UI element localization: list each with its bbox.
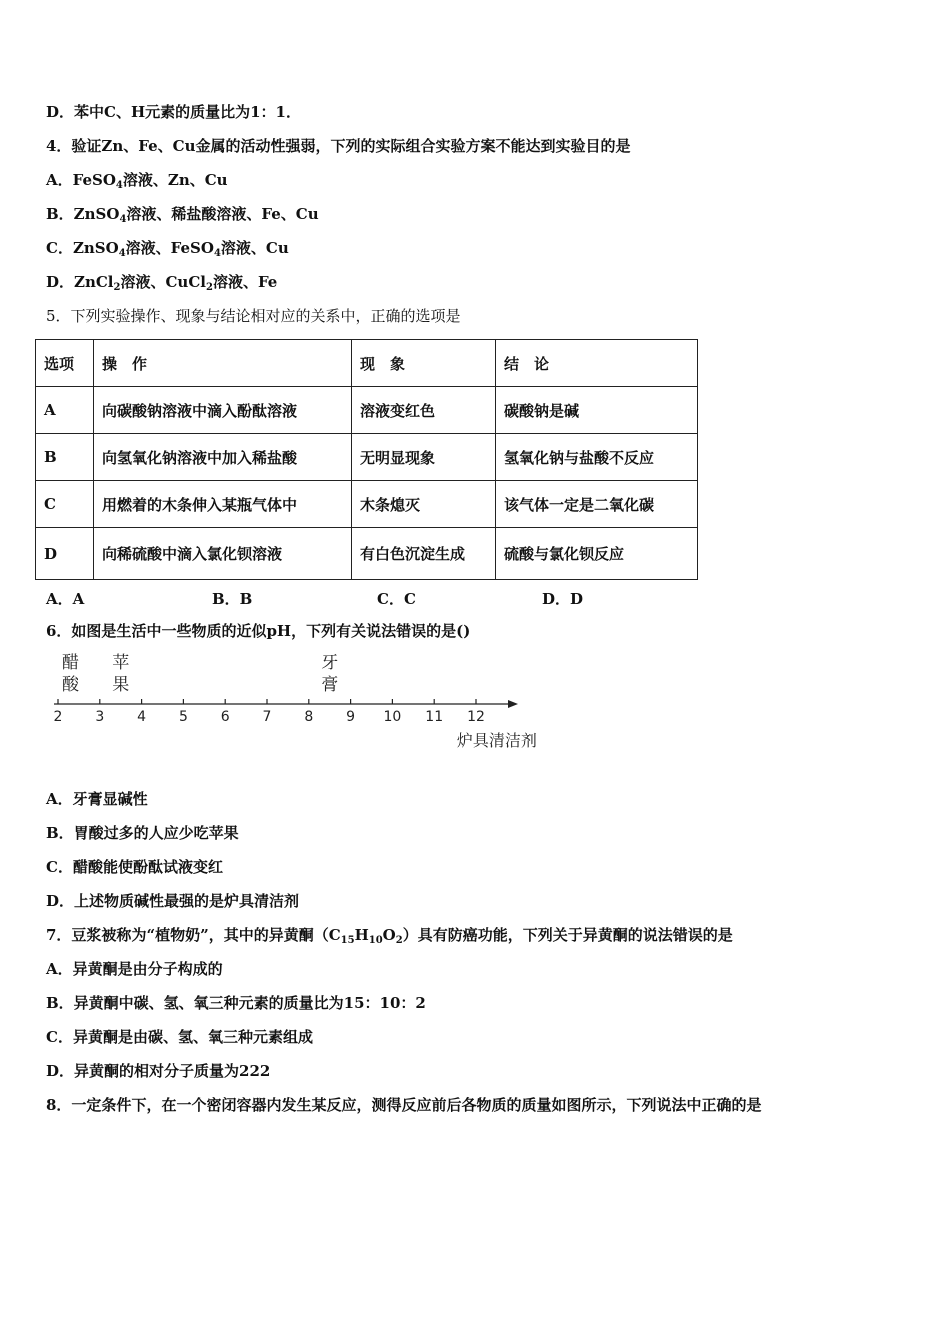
ph-tick-label: 7 xyxy=(262,709,272,725)
table-cell: 碳酸钠是碱 xyxy=(496,387,698,434)
q5-stem: 5．下列实验操作、现象与结论相对应的关系中，正确的选项是 xyxy=(46,307,461,325)
q6-option-d: D．上述物质碱性最强的是炉具清洁剂 xyxy=(46,892,300,910)
table-cell: 有白色沉淀生成 xyxy=(352,528,496,580)
q4-stem: 4．验证Zn、Fe、Cu金属的活动性强弱，下列的实际组合实验方案不能达到实验目的是 xyxy=(46,137,631,155)
ph-substance-label: 膏 xyxy=(321,675,339,695)
q5-choice-c: C．C xyxy=(377,590,416,608)
ph-tick-label: 3 xyxy=(95,709,105,725)
q3-option-d: D．苯中C、H元素的质量比为1：1． xyxy=(46,103,301,121)
q6-option-b: B．胃酸过多的人应少吃苹果 xyxy=(46,824,239,842)
table-row xyxy=(36,434,698,481)
ph-tick-label: 12 xyxy=(467,709,485,725)
ph-tick-label: 9 xyxy=(346,709,356,725)
q4-option-b: B．ZnSO$_4$溶液、稀盐酸溶液、Fe、Cu xyxy=(46,205,319,225)
q7-option-a: A．异黄酮是由分子构成的 xyxy=(46,960,223,978)
q7-stem: 7．豆浆被称为“植物奶”，其中的异黄酮$(C_{15}H_{10}O_2)$具有防癌功能，下列关于异黄酮的说法错误的是 xyxy=(46,926,733,946)
q7-option-d: D．异黄酮的相对分子质量为222 xyxy=(46,1062,271,1080)
ph-tick-label: 10 xyxy=(383,709,402,725)
q5-choice-a: A．A xyxy=(46,590,85,608)
table-row xyxy=(36,528,698,580)
q6-option-a: A．牙膏显碱性 xyxy=(46,790,148,808)
table-cell: B xyxy=(36,434,94,481)
ph-substance-label: 醋 xyxy=(62,653,80,673)
ph-tick-label: 5 xyxy=(178,709,188,725)
table-cell: 木条熄灭 xyxy=(352,481,496,528)
table-header-cell: 选项 xyxy=(36,340,94,387)
ph-axis-arrow xyxy=(508,700,518,708)
ph-substance-label: 牙 xyxy=(321,653,339,673)
table-cell: 氢氧化钠与盐酸不反应 xyxy=(496,434,698,481)
table-cell: 该气体一定是二氧化碳 xyxy=(496,481,698,528)
table-cell: D xyxy=(36,528,94,580)
q8-stem: 8．一定条件下，在一个密闭容器内发生某反应，测得反应前后各物质的质量如图所示，下列说法中正确的是 xyxy=(46,1096,762,1114)
table-cell: 向氢氧化钠溶液中加入稀盐酸 xyxy=(94,434,352,481)
ph-substance-label: 苹 xyxy=(112,653,130,673)
ph-substance-label: 酸 xyxy=(62,675,80,695)
table-cell: 向稀硫酸中滴入氯化钡溶液 xyxy=(94,528,352,580)
table-row xyxy=(36,481,698,528)
q7-option-c: C．异黄酮是由碳、氢、氧三种元素组成 xyxy=(46,1028,313,1046)
table-cell: 硫酸与氯化钡反应 xyxy=(496,528,698,580)
q7-option-b: B．异黄酮中碳、氢、氧三种元素的质量比为15：10：2 xyxy=(46,994,426,1012)
q4-option-c: C．ZnSO$_4$溶液、FeSO$_4$溶液、Cu xyxy=(46,239,289,259)
q6-stem: 6．如图是生活中一些物质的近似pH，下列有关说法错误的是() xyxy=(46,622,471,640)
table-cell: 无明显现象 xyxy=(352,434,496,481)
ph-tick-label: 6 xyxy=(220,709,230,725)
ph-substance-label: 炉具清洁剂 xyxy=(456,731,537,750)
table-cell: A xyxy=(36,387,94,434)
q6-option-c: C．醋酸能使酚酞试液变红 xyxy=(46,858,223,876)
ph-tick-label: 11 xyxy=(425,709,444,725)
ph-tick-label: 8 xyxy=(304,709,314,725)
table-cell: 用燃着的木条伸入某瓶气体中 xyxy=(94,481,352,528)
table-cell: 向碳酸钠溶液中滴入酚酞溶液 xyxy=(94,387,352,434)
ph-tick-label: 2 xyxy=(53,709,63,725)
ph-tick-label: 4 xyxy=(137,709,147,725)
ph-scale-figure xyxy=(40,648,540,758)
q5-table xyxy=(35,339,698,580)
table-header-cell: 操 作 xyxy=(94,340,352,387)
q4-option-a: A．FeSO$_4$溶液、Zn、Cu xyxy=(46,171,228,191)
table-cell: 溶液变红色 xyxy=(352,387,496,434)
table-row xyxy=(36,387,698,434)
table-cell: C xyxy=(36,481,94,528)
table-header-row xyxy=(36,340,698,387)
ph-substance-label: 果 xyxy=(112,675,130,695)
table-header-cell: 现 象 xyxy=(352,340,496,387)
q4-option-d: D．ZnCl$_2$溶液、CuCl$_2$溶液、Fe xyxy=(46,273,278,293)
q5-choice-b: B．B xyxy=(212,590,253,608)
table-header-cell: 结 论 xyxy=(496,340,698,387)
q5-choice-d: D．D xyxy=(542,590,584,608)
